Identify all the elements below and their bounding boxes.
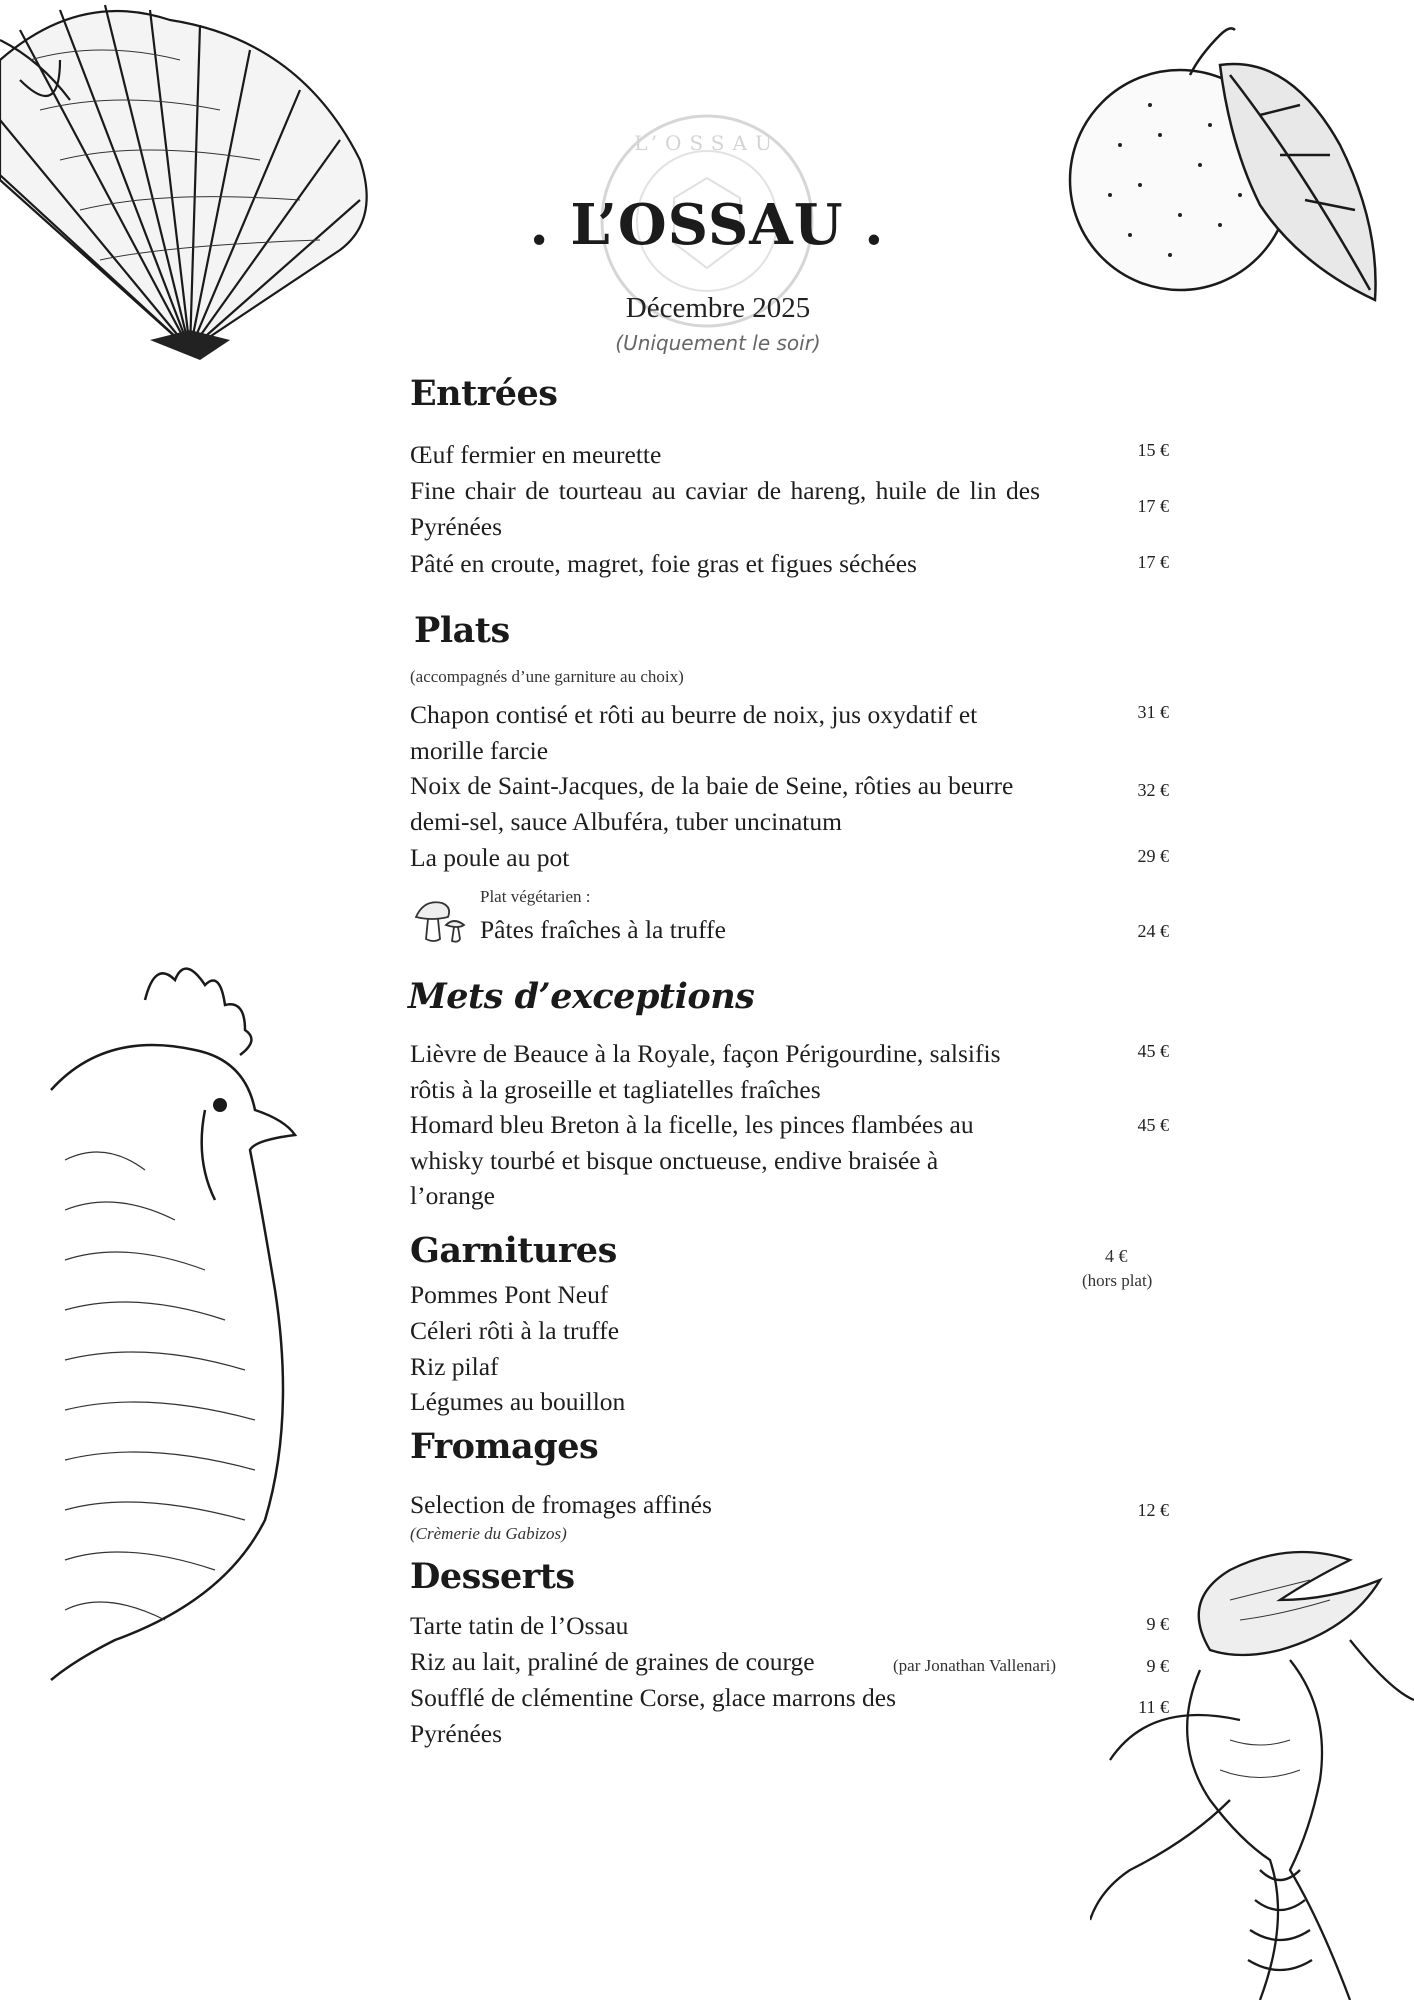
garnitures-price-note: (hors plat) [1082, 1271, 1153, 1290]
menu-item-price: 9 € [1146, 1656, 1169, 1676]
menu-item-price: 45 € [1137, 1041, 1169, 1061]
logo-ring-text: L’OSSAU [634, 131, 780, 155]
menu-item-price: 29 € [1137, 846, 1169, 866]
mushroom-icon [412, 895, 468, 947]
garniture-item: Riz pilaf [410, 1352, 499, 1381]
menu-item: La poule au pot [410, 843, 570, 872]
section-title-fromages: Fromages [410, 1426, 599, 1467]
menu-item: Selection de fromages affinés [410, 1490, 712, 1519]
menu-item-vegetarian: Pâtes fraîches à la truffe [480, 915, 726, 944]
menu-item-price: 15 € [1137, 440, 1169, 460]
menu-item: Soufflé de clémentine Corse, glace marrons des Pyrénées [410, 1683, 896, 1748]
menu-item: Chapon contisé et rôti au beurre de noix, jus oxydatif et morille farcie [410, 700, 978, 765]
menu-item-price: 11 € [1138, 1697, 1169, 1717]
vegetarian-label: Plat végétarien : [480, 887, 591, 906]
section-title-plats: Plats [414, 610, 510, 651]
fromages-note-text: Crèmerie du Gabizos [415, 1524, 562, 1543]
restaurant-title: . L’OSSAU . [529, 192, 885, 258]
garnitures-price: 4 € [1105, 1246, 1128, 1266]
dessert-credit: (par Jonathan Vallenari) [893, 1656, 1057, 1675]
menu-item-price: 9 € [1146, 1614, 1169, 1634]
garniture-item: Pommes Pont Neuf [410, 1280, 609, 1309]
menu-item-price: 24 € [1137, 921, 1169, 941]
orange-fruit-illustration [1060, 25, 1390, 310]
section-title-desserts: Desserts [410, 1556, 575, 1597]
menu-item-price: 12 € [1137, 1500, 1169, 1520]
menu-item: Riz au lait, praliné de graines de courge [410, 1647, 815, 1676]
evening-only-note: (Uniquement le soir) [615, 331, 821, 355]
plats-note: (accompagnés d’une garniture au choix) [410, 667, 684, 686]
menu-item-price: 17 € [1137, 552, 1169, 572]
garniture-item: Céleri rôti à la truffe [410, 1316, 620, 1345]
section-title-exceptions: Mets d’exceptions [408, 976, 755, 1017]
menu-item: Œuf fermier en meurette [410, 440, 662, 469]
menu-item: Fine chair de tourteau au caviar de hareng, huile de lin des Pyrénées [410, 476, 1040, 541]
garniture-item: Légumes au bouillon [410, 1387, 626, 1416]
rooster-illustration [45, 960, 305, 1710]
menu-month: Décembre 2025 [625, 292, 811, 324]
section-title-entrees: Entrées [410, 373, 558, 414]
menu-item-price: 32 € [1137, 780, 1169, 800]
menu-item: Noix de Saint-Jacques, de la baie de Seine, rôties au beurre demi-sel, sauce Albuféra, tuber uncinatum [410, 771, 1014, 836]
menu-item-price: 31 € [1137, 702, 1169, 722]
menu-item: Lièvre de Beauce à la Royale, façon Périgourdine, salsifis rôtis à la groseille et tagliatelles fraîches [410, 1039, 1001, 1104]
menu-item-price: 17 € [1137, 496, 1169, 516]
section-title-garnitures: Garnitures [410, 1230, 617, 1271]
menu-item: Pâté en croute, magret, foie gras et figues séchées [410, 549, 917, 578]
fromages-note: (Crèmerie du Gabizos) [410, 1524, 567, 1543]
menu-item: Tarte tatin de l’Ossau [410, 1611, 629, 1640]
lobster-illustration [1090, 1540, 1414, 2000]
menu-item-price: 45 € [1137, 1115, 1169, 1135]
menu-item: Homard bleu Breton à la ficelle, les pinces flambées au whisky tourbé et bisque onctueuse, endive braisée à l’orange [410, 1110, 974, 1210]
